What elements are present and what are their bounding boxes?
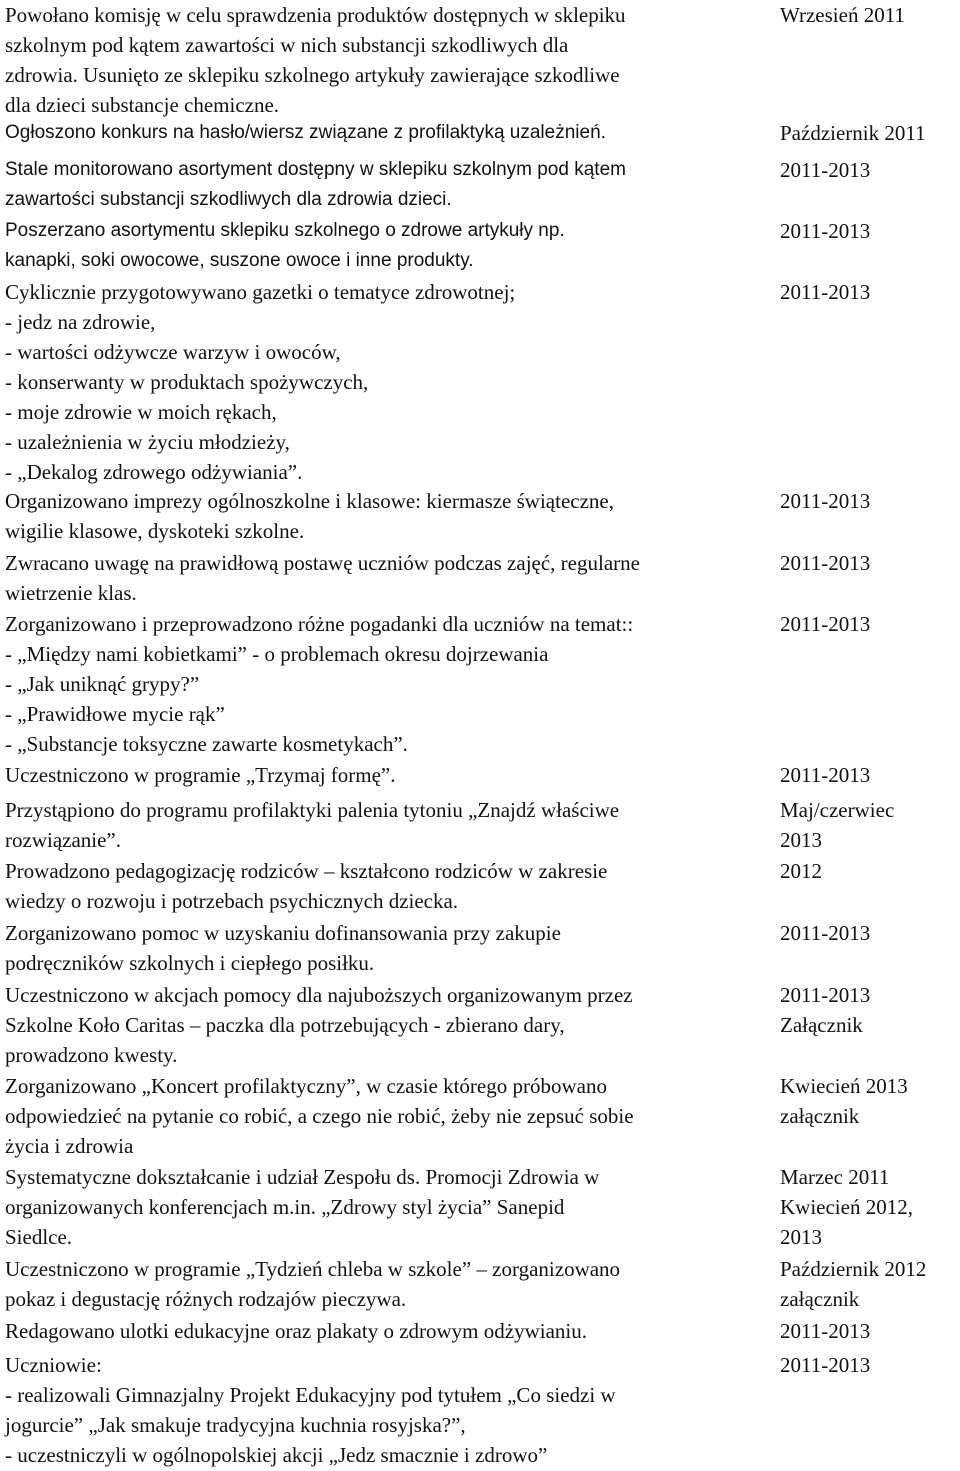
entry-description: Zwracano uwagę na prawidłową postawę uczniów podczas zajęć, regularne wietrzenie klas. bbox=[5, 551, 640, 605]
entry-date: Październik 2012 załącznik bbox=[780, 1257, 927, 1311]
entry-date: 2011-2013 Załącznik bbox=[780, 983, 871, 1037]
entry-date: 2011-2013 bbox=[780, 1319, 871, 1343]
entry-description: Cyklicznie przygotowywano gazetki o tematyce zdrowotnej; - jedz na zdrowie, - wartości odżywcze warzyw i owoców, - konserwanty w produktach spożywczych, - moje zdrowie w moich rękach, - uzależnienia w życiu młodzieży, - „Dekalog zdrowego odżywiania”. bbox=[5, 280, 516, 484]
entry-description: Zorganizowano „Koncert profilaktyczny”, w czasie którego próbowano odpowiedzieć na pytanie co robić, a czego nie robić, żeby nie zepsuć sobie życia i zdrowia bbox=[5, 1074, 634, 1158]
entry-description: Uczestniczono w programie „Tydzień chleba w szkole” – zorganizowano pokaz i degustację różnych rodzajów pieczywa. bbox=[5, 1257, 621, 1311]
entry-date: Kwiecień 2013 załącznik bbox=[780, 1074, 908, 1128]
entry-date: Marzec 2011 Kwiecień 2012, 2013 bbox=[780, 1165, 913, 1249]
entry-description: Ogłoszono konkurs na hasło/wiersz związane z profilaktyką uzależnień. bbox=[5, 122, 606, 143]
entry-description: Organizowano imprezy ogólnoszkolne i klasowe: kiermasze świąteczne, wigilie klasowe, dyskoteki szkolne. bbox=[5, 489, 614, 543]
entry-date: 2011-2013 bbox=[780, 763, 871, 787]
entry-date: 2011-2013 bbox=[780, 489, 871, 513]
entry-date: 2011-2013 bbox=[780, 551, 871, 575]
entry-date: Maj/czerwiec 2013 bbox=[780, 798, 895, 852]
entry-date: 2012 bbox=[780, 859, 822, 883]
entry-description: Stale monitorowano asortyment dostępny w sklepiku szkolnym pod kątem zawartości substancji szkodliwych dla zdrowia dzieci. bbox=[5, 159, 626, 210]
entry-date: Wrzesień 2011 bbox=[780, 3, 905, 27]
entry-description: Uczestniczono w akcjach pomocy dla najuboższych organizowanym przez Szkolne Koło Caritas – paczka dla potrzebujących - zbierano dary, prowadzono kwesty. bbox=[5, 983, 633, 1067]
entry-date: 2011-2013 bbox=[780, 158, 871, 182]
entry-date: 2011-2013 bbox=[780, 921, 871, 945]
entry-description: Uczestniczono w programie „Trzymaj formę”. bbox=[5, 763, 396, 787]
entry-description: Uczniowie: - realizowali Gimnazjalny Projekt Edukacyjny pod tytułem „Co siedzi w jogurcie” „Jak smakuje tradycyjna kuchnia rosyjska?”, - uczestniczyli w ogólnopolskiej akcji „Jedz smacznie i zdrowo” bbox=[5, 1353, 616, 1467]
entry-description: Powołano komisję w celu sprawdzenia produktów dostępnych w sklepiku szkolnym pod kątem zawartości w nich substancji szkodliwych dla zdrowia. Usunięto ze sklepiku szkolnego artykuły zawierające szkodliwe dla dzieci substancje chemiczne. bbox=[5, 3, 626, 117]
entry-description: Systematyczne dokształcanie i udział Zespołu ds. Promocji Zdrowia w organizowanych konferencjach m.in. „Zdrowy styl życia” Sanepid Siedlce. bbox=[5, 1165, 600, 1249]
entry-date: 2011-2013 bbox=[780, 280, 871, 304]
entry-description: Redagowano ulotki edukacyjne oraz plakaty o zdrowym odżywianiu. bbox=[5, 1319, 587, 1343]
entry-description: Przystąpiono do programu profilaktyki palenia tytoniu „Znajdź właściwe rozwiązanie”. bbox=[5, 798, 620, 852]
entry-description: Prowadzono pedagogizację rodziców – kształcono rodziców w zakresie wiedzy o rozwoju i potrzebach psychicznych dziecka. bbox=[5, 859, 608, 913]
entry-description: Poszerzano asortymentu sklepiku szkolnego o zdrowe artykuły np. kanapki, soki owocowe, suszone owoce i inne produkty. bbox=[5, 220, 565, 271]
entry-date: 2011-2013 bbox=[780, 219, 871, 243]
entry-description: Zorganizowano i przeprowadzono różne pogadanki dla uczniów na temat:: - „Między nami kobietkami” - o problemach okresu dojrzewania - „Jak uniknąć grypy?” - „Prawidłowe mycie rąk” - „Substancje toksyczne zawarte kosmetykach”. bbox=[5, 612, 634, 756]
entry-description: Zorganizowano pomoc w uzyskaniu dofinansowania przy zakupie podręczników szkolnych i ciepłego posiłku. bbox=[5, 921, 561, 975]
entry-date: Październik 2011 bbox=[780, 121, 926, 145]
entry-date: 2011-2013 bbox=[780, 612, 871, 636]
entry-date: 2011-2013 bbox=[780, 1353, 871, 1377]
